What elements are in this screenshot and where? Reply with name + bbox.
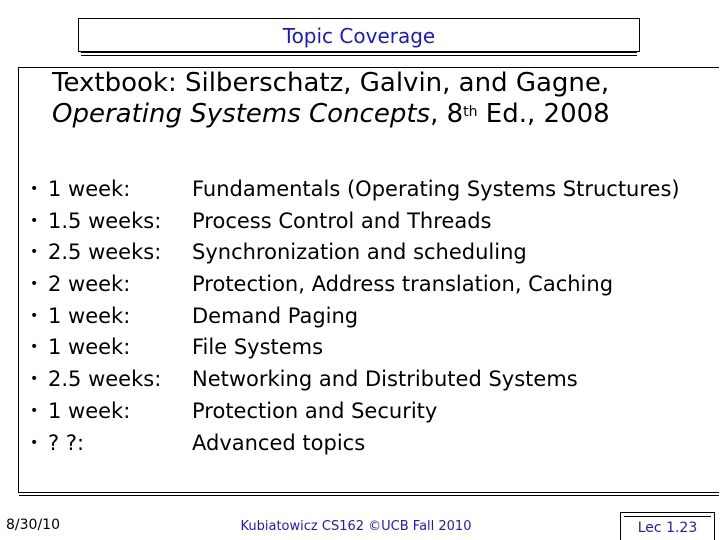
bullet: • xyxy=(30,212,39,229)
bullet: • xyxy=(30,434,39,451)
topic-name: Protection, Address translation, Caching xyxy=(192,272,614,297)
textbook-reference xyxy=(52,68,610,130)
lecture-number: Lec 1.23 xyxy=(637,520,698,536)
edition-prefix: , 8 xyxy=(430,99,464,129)
slide-title: Topic Coverage xyxy=(282,24,436,48)
topic-name: Synchronization and scheduling xyxy=(192,240,527,265)
footer-course-text: Kubiatowicz CS162 ©UCB Fall 2010 xyxy=(240,519,472,534)
bullet: • xyxy=(30,402,39,419)
bullet: • xyxy=(30,371,39,388)
title-box xyxy=(78,18,640,52)
book-title: Operating Systems Concepts xyxy=(52,99,431,129)
topic-name: File Systems xyxy=(192,335,324,360)
edition-suffix: th xyxy=(463,104,478,120)
topic-name: Fundamentals (Operating Systems Structures) xyxy=(192,177,680,201)
topic-duration: 1 week: xyxy=(48,177,131,201)
topic-duration: 1 week: xyxy=(48,398,131,423)
footer-course xyxy=(0,519,720,534)
bullet: • xyxy=(30,181,39,197)
topic-duration: 1 week: xyxy=(48,335,131,360)
footer-date: 8/30/10 xyxy=(6,517,60,533)
bullet: • xyxy=(30,307,39,324)
topic-duration: 2 week: xyxy=(48,272,131,297)
lecture-number-box xyxy=(620,512,715,540)
topic-duration: 2.5 weeks: xyxy=(48,367,162,392)
topic-duration: 1 week: xyxy=(48,303,131,328)
bullet: • xyxy=(30,244,39,261)
topic-name: Demand Paging xyxy=(192,303,359,328)
textbook-line-2 xyxy=(52,99,610,130)
topic-duration: 1.5 weeks: xyxy=(48,208,162,233)
topic-name: Networking and Distributed Systems xyxy=(192,367,578,392)
topic-duration: ? ?: xyxy=(48,430,85,455)
textbook-line-1: Textbook: Silberschatz, Galvin, and Gagne, xyxy=(52,68,610,98)
topic-duration: 2.5 weeks: xyxy=(48,240,162,265)
bullet: • xyxy=(30,276,39,293)
topic-name: Process Control and Threads xyxy=(192,208,492,233)
bullet: • xyxy=(30,339,39,356)
topic-name: Advanced topics xyxy=(192,430,366,455)
edition-year: Ed., 2008 xyxy=(477,99,610,129)
topic-name: Protection and Security xyxy=(192,398,438,423)
